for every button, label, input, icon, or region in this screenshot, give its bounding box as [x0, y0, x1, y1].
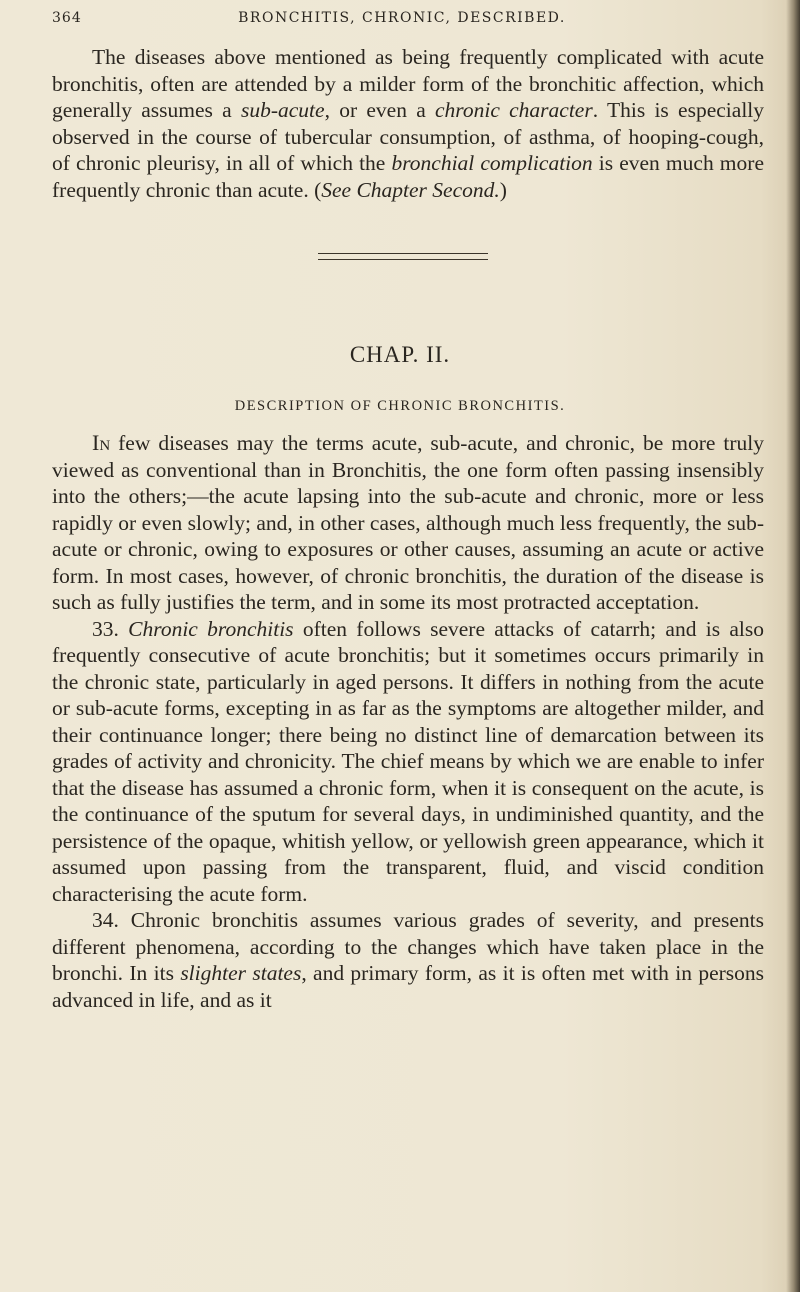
- paragraph-34-text-1: 34. Chronic bronchitis assumes various grades of severity, and presents different phenomena, according to the changes which have taken place in the bronchi. In its: [52, 908, 764, 985]
- paragraph-33: [52, 616, 764, 908]
- running-title: BRONCHITIS, CHRONIC, DESCRIBED.: [238, 10, 566, 26]
- section-divider-rule: [318, 253, 488, 260]
- chapter-title: CHAP. II.: [349, 342, 451, 367]
- paragraph-33-number: 33.: [92, 616, 129, 641]
- paragraph-1-text: few diseases may the terms acute, sub-acute, and chronic, be more truly viewed as conventional than in Bronchitis, the one form often passing insensibly into the others;—the acute lapsing into the sub-acute and chronic, more or less rapidly or even slowly; and, in other cases, although much less frequently, the sub-acute or chronic, owing to exposures or other causes, assuming an acute or active form. In most cases, however, of chronic bronchitis, the duration of the disease is such as fully justifies the term, and in some its most protracted acceptation.: [52, 431, 764, 614]
- main-text: [52, 430, 764, 1013]
- paragraph-33-emphasis: Chronic bronchitis: [128, 616, 294, 641]
- intro-text-1: The diseases above mentioned as being frequently complicated with acute bronchitis, often are attended by a milder form of the bronchitic affection, which generally assumes a: [52, 45, 764, 122]
- intro-paragraph: [52, 44, 764, 203]
- intro-text-2: , or even a: [324, 98, 435, 122]
- paragraph-1-lead: In: [92, 430, 111, 455]
- page-number: 364: [52, 10, 82, 26]
- intro-text-4: is even much more frequently chronic than acute. (: [52, 151, 764, 202]
- intro-emphasis-see-chapter: See Chapter Second.: [321, 177, 500, 202]
- intro-emphasis-sub-acute: sub-acute: [240, 98, 325, 122]
- intro-emphasis-chronic-character: chronic character: [435, 98, 593, 122]
- paragraph-34: [52, 907, 764, 1013]
- paragraph-33-text: often follows severe attacks of catarrh; and is also frequently consecutive of acute bronchitis; but it sometimes occurs primarily in the chronic state, particularly in aged persons. It differs in nothing from the acute or sub-acute forms, excepting in as far as the symptoms are altogether milder, and their continuance longer; there being no distinct line of demarcation between its grades of activity and chronicity. The chief means by which we are enable to infer that the disease has assumed a chronic form, when it is consequent on the acute, is the continuance of the sputum for several days, in undiminished quantity, and the persistence of the opaque, whitish yellow, or yellowish green appearance, which it assumed upon passing from the transparent, fluid, and viscid condition characterising the acute form.: [52, 616, 765, 906]
- intro-emphasis-bronchial-complication: bronchial complication: [391, 151, 593, 175]
- intro-text-5: ): [499, 177, 507, 202]
- page-edge-shadow: [786, 0, 800, 1292]
- paragraph-1: [52, 430, 764, 616]
- running-head: [52, 10, 752, 36]
- paragraph-34-text-2: , and primary form, as it is often met with in persons advanced in life, and as it: [52, 961, 764, 1012]
- paragraph-34-emphasis: slighter states: [180, 961, 302, 985]
- intro-text-3: . This is especially observed in the course of tubercular consumption, of asthma, of hooping-cough, of chronic pleurisy, in all of which the: [52, 98, 765, 175]
- chapter-subtitle: DESCRIPTION OF CHRONIC BRONCHITIS.: [234, 398, 566, 414]
